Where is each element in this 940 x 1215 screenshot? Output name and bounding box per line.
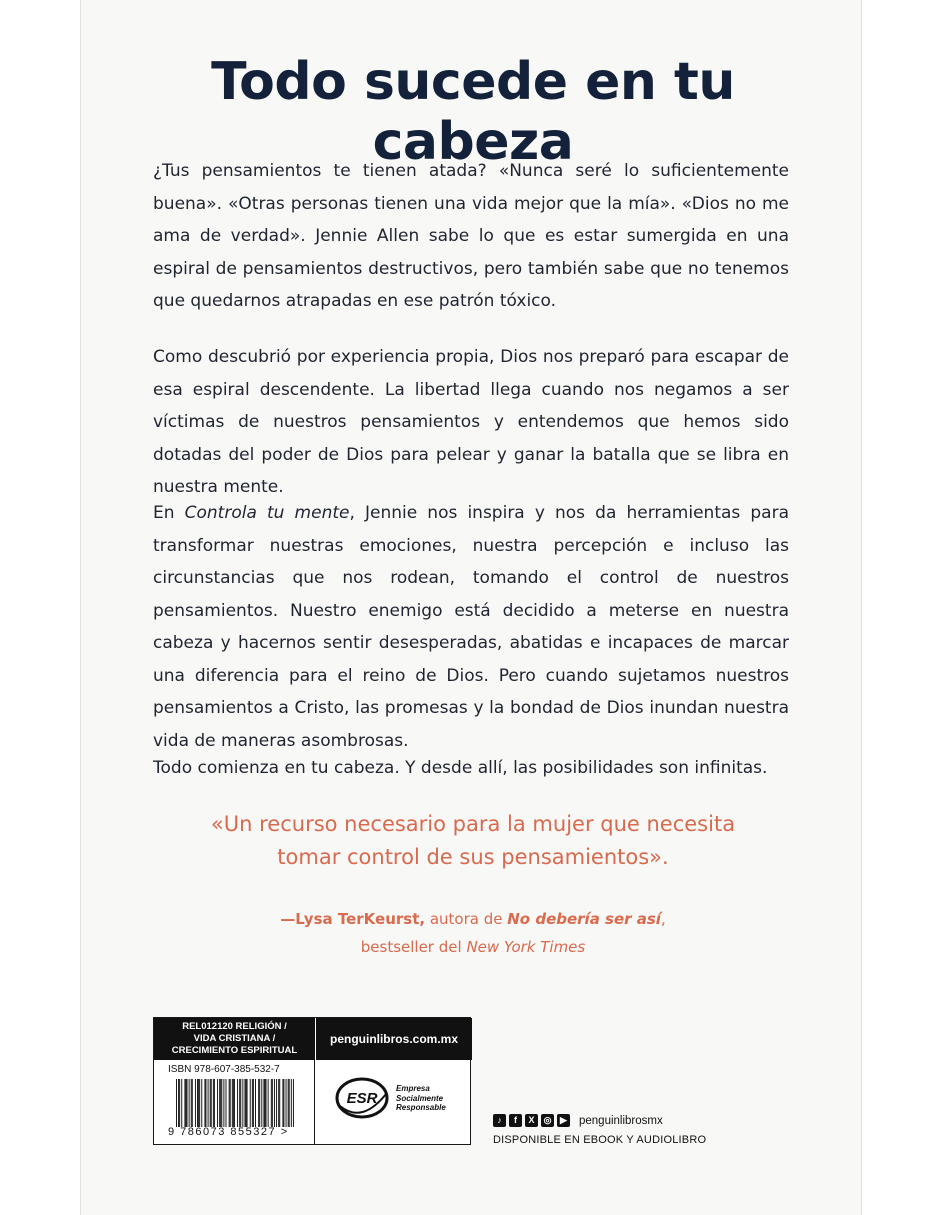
barcode-bar bbox=[233, 1079, 234, 1127]
barcode-bar bbox=[198, 1079, 199, 1127]
bisac-category bbox=[154, 1018, 315, 1060]
barcode-bar bbox=[253, 1079, 254, 1127]
barcode-bar bbox=[278, 1079, 279, 1127]
synopsis-paragraph-4: Todo comienza en tu cabeza. Y desde allí, las posibilidades son infinitas. bbox=[153, 758, 768, 778]
barcode-bar bbox=[246, 1079, 247, 1127]
barcode-bar bbox=[217, 1079, 218, 1127]
barcode-bar bbox=[179, 1079, 180, 1127]
barcode-bar bbox=[191, 1079, 192, 1127]
book-back-cover bbox=[80, 0, 862, 1215]
barcode-bar bbox=[250, 1079, 251, 1127]
barcode-bar bbox=[268, 1079, 269, 1127]
quote-line-2: tomar control de sus pensamientos». bbox=[277, 845, 669, 869]
barcode-bar bbox=[187, 1079, 188, 1127]
availability-note: DISPONIBLE EN EBOOK Y AUDIOLIBRO bbox=[493, 1134, 707, 1146]
endorser-book: No debería ser así bbox=[507, 910, 661, 928]
barcode-bar bbox=[199, 1079, 200, 1127]
barcode-bar bbox=[197, 1079, 198, 1127]
youtube-icon[interactable]: ▶ bbox=[557, 1114, 570, 1127]
bisac-line-1: REL012120 RELIGIÓN / bbox=[182, 1021, 287, 1032]
barcode-bar bbox=[274, 1079, 275, 1127]
bisac-line-2: VIDA CRISTIANA / bbox=[193, 1033, 276, 1044]
barcode-bar bbox=[237, 1079, 238, 1127]
barcode-bar bbox=[272, 1079, 273, 1127]
esr-line-3: Responsable bbox=[396, 1103, 446, 1112]
cover-title: Todo sucede en tu cabeza bbox=[211, 52, 735, 172]
paragraph-3-text: , Jennie nos inspira y nos da herramientas para transformar nuestras emociones, nuestra percepción e incluso las circunstancias que nos rodean, tomando el control de nuestros pensamientos. Nuestro enemigo está decidido a meterse en nuestra cabeza y hacernos sentir desesperadas, abatidas e incapaces de marcar una diferencia para el reino de Dios. Pero cuando sujetamos nuestros pensamientos a Cristo, las promesas y la bondad de Dios inundan nuestra vida de maneras asombrosas. bbox=[153, 503, 789, 751]
barcode-bar bbox=[220, 1079, 221, 1127]
barcode-bar bbox=[223, 1079, 224, 1127]
barcode-bar bbox=[185, 1079, 186, 1127]
barcode-bar bbox=[211, 1079, 212, 1127]
barcode-bar bbox=[252, 1079, 253, 1127]
instagram-icon[interactable]: ◎ bbox=[541, 1114, 554, 1127]
barcode-bar bbox=[214, 1079, 215, 1127]
barcode-number: 9 786073 855327 > bbox=[168, 1126, 289, 1138]
barcode-bar bbox=[279, 1079, 280, 1127]
endorser-name: —Lysa TerKeurst, bbox=[280, 910, 426, 928]
barcode-divider bbox=[314, 1060, 315, 1145]
barcode-bar bbox=[210, 1079, 211, 1127]
barcode-bar bbox=[204, 1079, 205, 1127]
barcode-box bbox=[153, 1017, 471, 1145]
bisac-line-3: CRECIMIENTO ESPIRITUAL bbox=[171, 1045, 298, 1056]
publisher-website: penguinlibros.com.mx bbox=[315, 1018, 472, 1060]
barcode-bar bbox=[230, 1079, 231, 1127]
isbn-label: ISBN 978-607-385-532-7 bbox=[168, 1064, 280, 1075]
barcode-bar bbox=[181, 1079, 182, 1127]
barcode-bar bbox=[244, 1079, 245, 1127]
barcode-bar bbox=[261, 1079, 262, 1127]
esr-logo-icon bbox=[334, 1076, 390, 1120]
esr-line-1: Empresa bbox=[396, 1084, 430, 1093]
synopsis-paragraph-1: ¿Tus pensamientos te tienen atada? «Nunca seré lo suficientemente buena». «Otras personas tienen una vida mejor que la mía». «Dios no me ama de verdad». Jennie Allen sabe lo que es estar sumergida en una espiral de pensamientos destructivos, pero también sabe que no tenemos que quedarnos atrapadas en ese patrón tóxico. bbox=[153, 161, 789, 311]
barcode-bar bbox=[255, 1079, 256, 1127]
barcode-bar bbox=[219, 1079, 220, 1127]
barcode-bar bbox=[291, 1079, 292, 1127]
barcode-bar bbox=[232, 1079, 233, 1127]
social-handle[interactable]: penguinlibrosmx bbox=[579, 1114, 663, 1127]
esr-line-2: Socialmente bbox=[396, 1093, 444, 1103]
endorsement-attribution bbox=[153, 905, 793, 961]
esr-label bbox=[396, 1084, 446, 1113]
barcode-bar bbox=[176, 1079, 177, 1127]
barcode-bar bbox=[259, 1079, 260, 1127]
attribution-comma: , bbox=[660, 910, 666, 928]
paragraph-3-prefix: En bbox=[153, 503, 185, 523]
book-title-italic: Controla tu mente bbox=[184, 503, 350, 523]
barcode-bar bbox=[266, 1079, 267, 1127]
synopsis-paragraph-3 bbox=[153, 497, 789, 757]
barcode-bar bbox=[206, 1079, 207, 1127]
barcode-bar bbox=[283, 1079, 284, 1127]
barcode-bar bbox=[226, 1079, 227, 1127]
quote-line-1: «Un recurso necesario para la mujer que necesita bbox=[210, 812, 736, 836]
barcode-bar bbox=[213, 1079, 214, 1127]
endorsement-quote bbox=[153, 808, 793, 874]
barcode-bar bbox=[189, 1079, 190, 1127]
barcode-bar bbox=[178, 1079, 179, 1127]
barcode-bar bbox=[293, 1079, 294, 1127]
barcode-bar bbox=[247, 1079, 248, 1127]
barcode-bar bbox=[229, 1079, 230, 1127]
endorser-role: autora de bbox=[425, 910, 508, 928]
barcode-bar bbox=[286, 1079, 287, 1127]
newspaper-name: New York Times bbox=[466, 938, 586, 956]
barcode-bar bbox=[201, 1079, 202, 1127]
isbn-barcode bbox=[176, 1079, 294, 1127]
x-icon[interactable]: X bbox=[525, 1114, 538, 1127]
barcode-bar bbox=[258, 1079, 259, 1127]
barcode-bar bbox=[282, 1079, 283, 1127]
barcode-bar bbox=[289, 1079, 290, 1127]
barcode-bar bbox=[263, 1079, 264, 1127]
barcode-bar bbox=[192, 1079, 193, 1127]
esr-acronym: ESR bbox=[346, 1090, 378, 1107]
barcode-bar bbox=[276, 1079, 277, 1127]
barcode-bar bbox=[242, 1079, 243, 1127]
barcode-bar bbox=[265, 1079, 266, 1127]
barcode-bar bbox=[195, 1079, 196, 1127]
barcode-bar bbox=[208, 1079, 209, 1127]
synopsis-paragraph-2: Como descubrió por experiencia propia, Dios nos preparó para escapar de esa espiral descendente. La libertad llega cuando nos negamos a ser víctimas de nuestros pensamientos y entendemos que hemos sido dotadas del poder de Dios para pelear y ganar la batalla que se libra en nuestra mente. bbox=[153, 347, 789, 497]
barcode-bar bbox=[288, 1079, 289, 1127]
tiktok-icon[interactable]: ♪ bbox=[493, 1114, 506, 1127]
barcode-bar bbox=[240, 1079, 241, 1127]
barcode-bar bbox=[184, 1079, 185, 1127]
barcode-bar bbox=[234, 1079, 235, 1127]
bestseller-prefix: bestseller del bbox=[360, 938, 467, 956]
barcode-bar bbox=[239, 1079, 240, 1127]
facebook-icon[interactable]: f bbox=[509, 1114, 522, 1127]
barcode-bar bbox=[221, 1079, 222, 1127]
social-links bbox=[493, 1114, 663, 1127]
barcode-bar bbox=[271, 1079, 272, 1127]
